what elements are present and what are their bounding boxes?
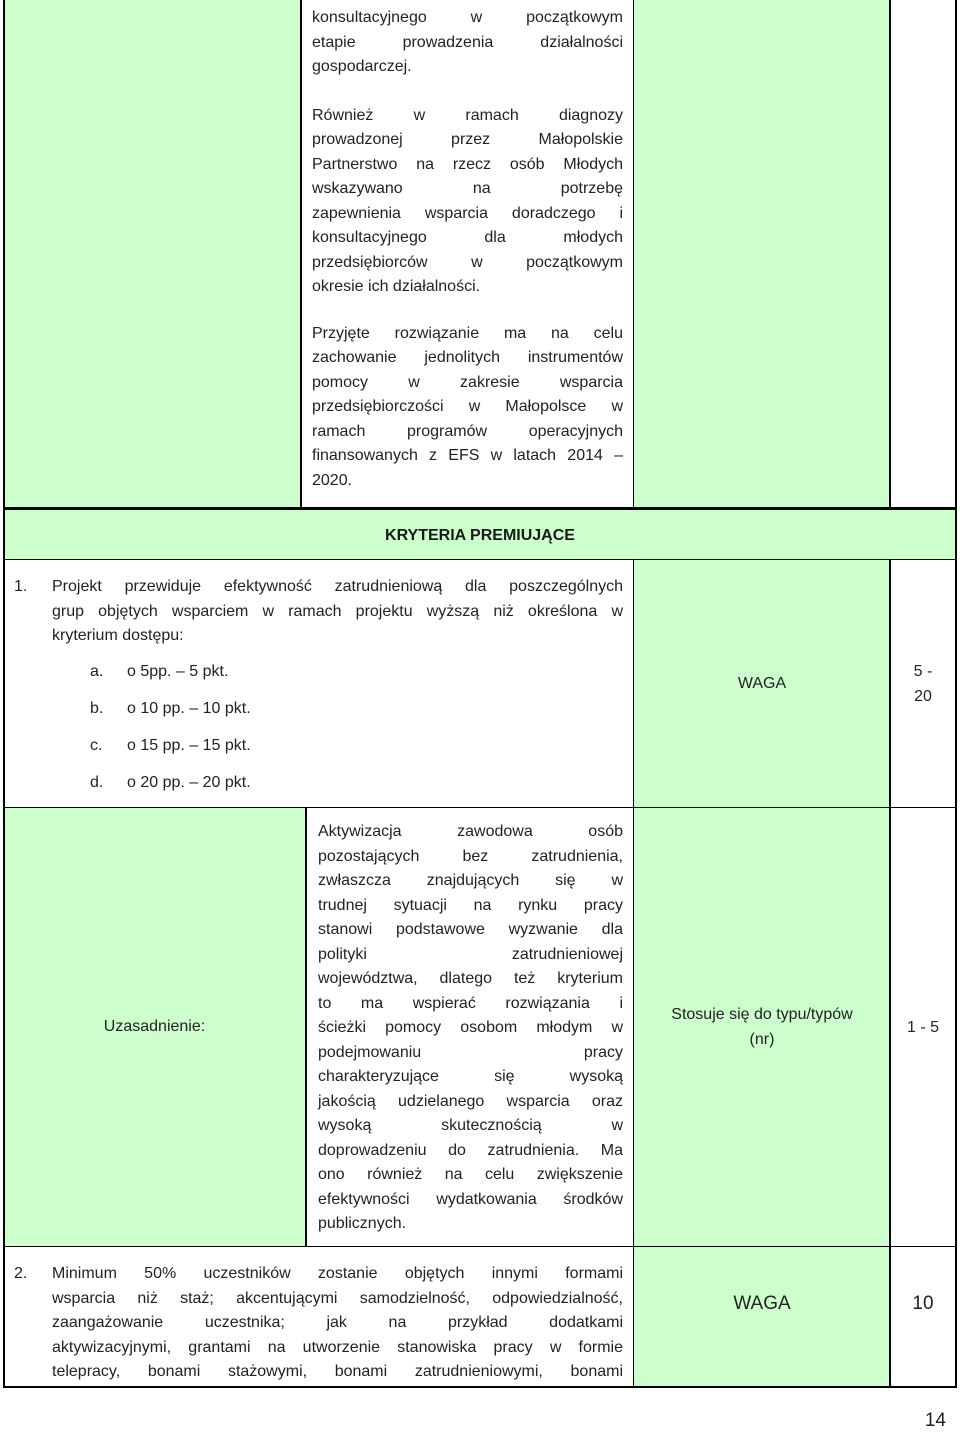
text-line: 2020. xyxy=(312,471,353,489)
text-line: stanowi podstawowe wyzwanie dla xyxy=(318,921,623,938)
applies-line: Stosuje się do typu/typów xyxy=(671,1006,853,1023)
option-item xyxy=(90,660,390,697)
option-text: o 15 pp. – 15 pkt. xyxy=(127,737,251,754)
text-line: Projekt przewiduje efektywność zatrudnieniową dla poszczególnych xyxy=(52,578,623,595)
criterion-2-waga-cell xyxy=(634,1247,890,1388)
criterion-1-options xyxy=(90,660,390,808)
text-line: doprowadzeniu do zatrudnienia. Ma xyxy=(318,1141,623,1159)
option-item xyxy=(90,697,390,734)
top-text-block xyxy=(312,6,623,493)
text-line: kryterium dostępu: xyxy=(52,627,184,644)
text-line: pozostających bez zatrudnienia, xyxy=(318,847,623,865)
top-right-cell xyxy=(634,0,890,509)
text-line: etapie prowadzenia działalności xyxy=(312,33,623,51)
text-line: finansowanych z EFS w latach 2014 – xyxy=(312,447,623,464)
text-line: Przyjęte rozwiązanie ma na celu xyxy=(312,324,623,342)
paragraph-1 xyxy=(312,6,623,80)
justification-label: Uzasadnienie: xyxy=(103,1018,206,1035)
section-header: KRYTERIA PREMIUJĄCE xyxy=(385,526,575,544)
text-line: wysoką skutecznością w xyxy=(318,1117,623,1134)
top-far-right-cell xyxy=(889,0,957,509)
text-line: grup objętych wsparciem w ramach projektu wyższą niż określona w xyxy=(52,602,623,620)
applies-text xyxy=(634,1003,890,1052)
applies-line: (nr) xyxy=(749,1030,775,1048)
text-line: efektywności wydatkowania środków xyxy=(318,1190,623,1208)
text-line: charakteryzujące się wysoką xyxy=(318,1068,623,1085)
text-line: gospodarczej. xyxy=(312,58,412,75)
option-text: o 5pp. – 5 pkt. xyxy=(127,663,229,680)
criterion-1-number: 1. xyxy=(14,578,28,595)
text-line: wsparcia niż staż; akcentującymi samodzielność, odpowiedzialność, xyxy=(52,1289,623,1307)
text-line: Minimum 50% uczestników zostanie objętych innymi formami xyxy=(52,1265,623,1282)
text-line: Również w ramach diagnozy xyxy=(312,106,623,124)
waga-value-line: 20 xyxy=(914,687,932,705)
text-line: polityki zatrudnieniowej xyxy=(318,945,623,963)
option-letter: b. xyxy=(90,700,104,717)
criterion-1-waga-label: WAGA xyxy=(737,675,787,692)
text-line: zachowanie jednolitych instrumentów xyxy=(312,349,623,366)
text-line: zapewnienia wsparcia doradczego i xyxy=(312,204,623,222)
paragraph-3 xyxy=(312,322,623,494)
text-line: podejmowaniu pracy xyxy=(318,1043,623,1061)
option-text: o 20 pp. – 20 pkt. xyxy=(127,774,251,791)
criterion-1-waga-value xyxy=(889,660,957,709)
option-item xyxy=(90,734,390,771)
text-line: ono również na celu zwiększenie xyxy=(318,1166,623,1183)
text-line: trudnej sytuacji na rynku pracy xyxy=(318,896,623,914)
text-line: województwa, dlatego też kryterium xyxy=(318,970,623,987)
range-value: 1 - 5 xyxy=(906,1019,939,1036)
text-line: to ma wspierać rozwiązania i xyxy=(318,994,623,1012)
waga-value-line: 5 - xyxy=(913,663,933,680)
page-number: 14 xyxy=(924,1410,946,1431)
text-line: zwłaszcza znajdujących się w xyxy=(318,872,623,889)
criterion-2-text xyxy=(52,1262,623,1385)
justification-text xyxy=(318,820,623,1237)
option-item xyxy=(90,771,390,808)
option-letter: a. xyxy=(90,663,104,680)
criterion-2-waga-value: 10 xyxy=(912,1293,934,1314)
text-line: wskazywano na potrzebę xyxy=(312,180,623,197)
text-line: telepracy, bonami stażowymi, bonami zatrudnieniowymi, bonami xyxy=(52,1363,623,1380)
text-line: zaangażowanie uczestnika; jak na przykład dodatkami xyxy=(52,1314,623,1331)
text-line: ścieżki pomocy osobom młodym w xyxy=(318,1019,623,1036)
criterion-2-value-cell xyxy=(889,1247,957,1388)
text-line: aktywizacyjnymi, grantami na utworzenie stanowiska pracy w formie xyxy=(52,1338,623,1356)
text-line: ramach programów operacyjnych xyxy=(312,422,623,440)
text-line: pomocy w zakresie wsparcia xyxy=(312,373,623,391)
text-line: jakością udzielanego wsparcia oraz xyxy=(318,1092,623,1110)
top-left-cell xyxy=(3,0,301,509)
text-line: prowadzonej przez Małopolskie xyxy=(312,131,623,148)
paragraph-2 xyxy=(312,104,623,300)
text-line: przedsiębiorczości w Małopolsce w xyxy=(312,398,623,415)
option-text: o 10 pp. – 10 pkt. xyxy=(127,700,251,717)
text-line: Partnerstwo na rzecz osób Młodych xyxy=(312,155,623,173)
section-header-cell xyxy=(3,508,957,561)
text-line: okresie ich działalności. xyxy=(312,278,481,295)
criterion-1-text xyxy=(52,575,623,649)
text-line: Aktywizacja zawodowa osób xyxy=(318,823,623,840)
criterion-2-waga-label: WAGA xyxy=(733,1293,791,1314)
option-letter: d. xyxy=(90,774,104,791)
text-line: publicznych. xyxy=(318,1215,407,1232)
text-line: konsultacyjnego dla młodych xyxy=(312,229,623,246)
text-line: przedsiębiorców w początkowym xyxy=(312,253,623,271)
criterion-2-number: 2. xyxy=(14,1265,28,1282)
option-letter: c. xyxy=(90,737,103,754)
text-line: konsultacyjnego w początkowym xyxy=(312,9,623,26)
